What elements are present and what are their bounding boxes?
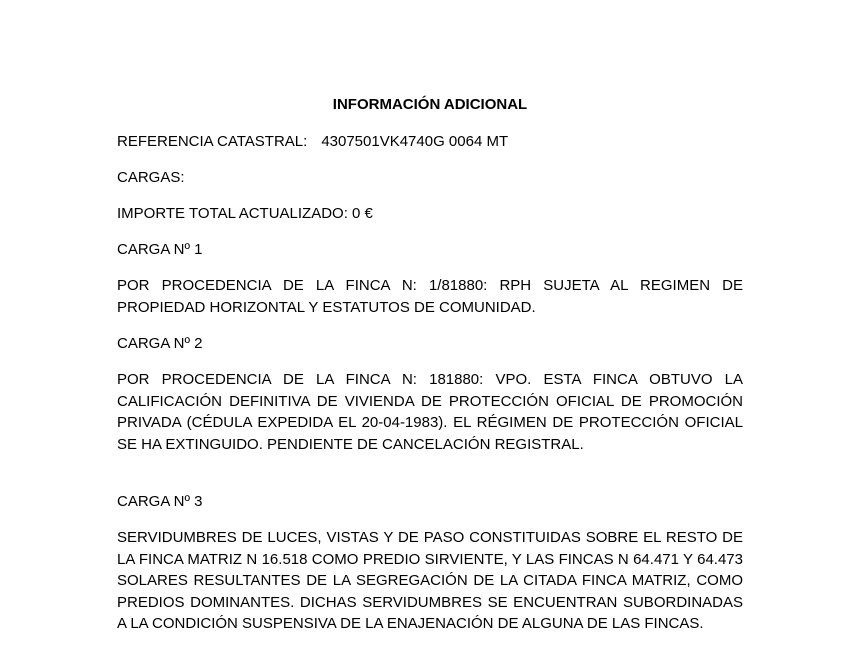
carga-2-heading: CARGA Nº 2: [117, 335, 203, 352]
cargas-label: CARGAS:: [117, 169, 185, 186]
carga-3-heading: CARGA Nº 3: [117, 493, 203, 510]
carga-1-heading: CARGA Nº 1: [117, 241, 203, 258]
importe-total-line: IMPORTE TOTAL ACTUALIZADO: 0 €: [117, 205, 373, 222]
carga-2-text: POR PROCEDENCIA DE LA FINCA N: 181880: VPO. ESTA FINCA OBTUVO LA CALIFICACIÓN DEFINITIVA DE VIVIENDA DE PROTECCIÓN OFICIAL DE PROMOCIÓN PRIVADA (CÉDULA EXPEDIDA EL 20-04-1983). EL RÉGIMEN DE PROTECCIÓN OFICIAL SE HA EXTINGUIDO. PENDIENTE DE CANCELACIÓN REGISTRAL.: [117, 371, 743, 453]
referencia-catastral-value: 4307501VK4740G 0064 MT: [321, 133, 509, 150]
page-title: INFORMACIÓN ADICIONAL: [332, 96, 528, 113]
referencia-catastral-label: REFERENCIA CATASTRAL:: [117, 133, 308, 150]
carga-3-text: SERVIDUMBRES DE LUCES, VISTAS Y DE PASO CONSTITUIDAS SOBRE EL RESTO DE LA FINCA MATRIZ N 16.518 COMO PREDIO SIRVIENTE, Y LAS FINCAS N 64.471 Y 64.473 SOLARES RESULTANTES DE LA SEGREGACIÓN DE LA CITADA FINCA MATRIZ, COMO PREDIOS DOMINANTES. DICHAS SERVIDUMBRES SE ENCUENTRAN SUBORDINADAS A LA CONDICIÓN SUSPENSIVA DE LA ENAJENACIÓN DE ALGUNA DE LAS FINCAS.: [117, 529, 743, 632]
carga-1-text: POR PROCEDENCIA DE LA FINCA N: 1/81880: RPH SUJETA AL REGIMEN DE PROPIEDAD HORIZONTAL Y ESTATUTOS DE COMUNIDAD.: [117, 277, 743, 316]
referencia-catastral-line: [117, 131, 743, 152]
